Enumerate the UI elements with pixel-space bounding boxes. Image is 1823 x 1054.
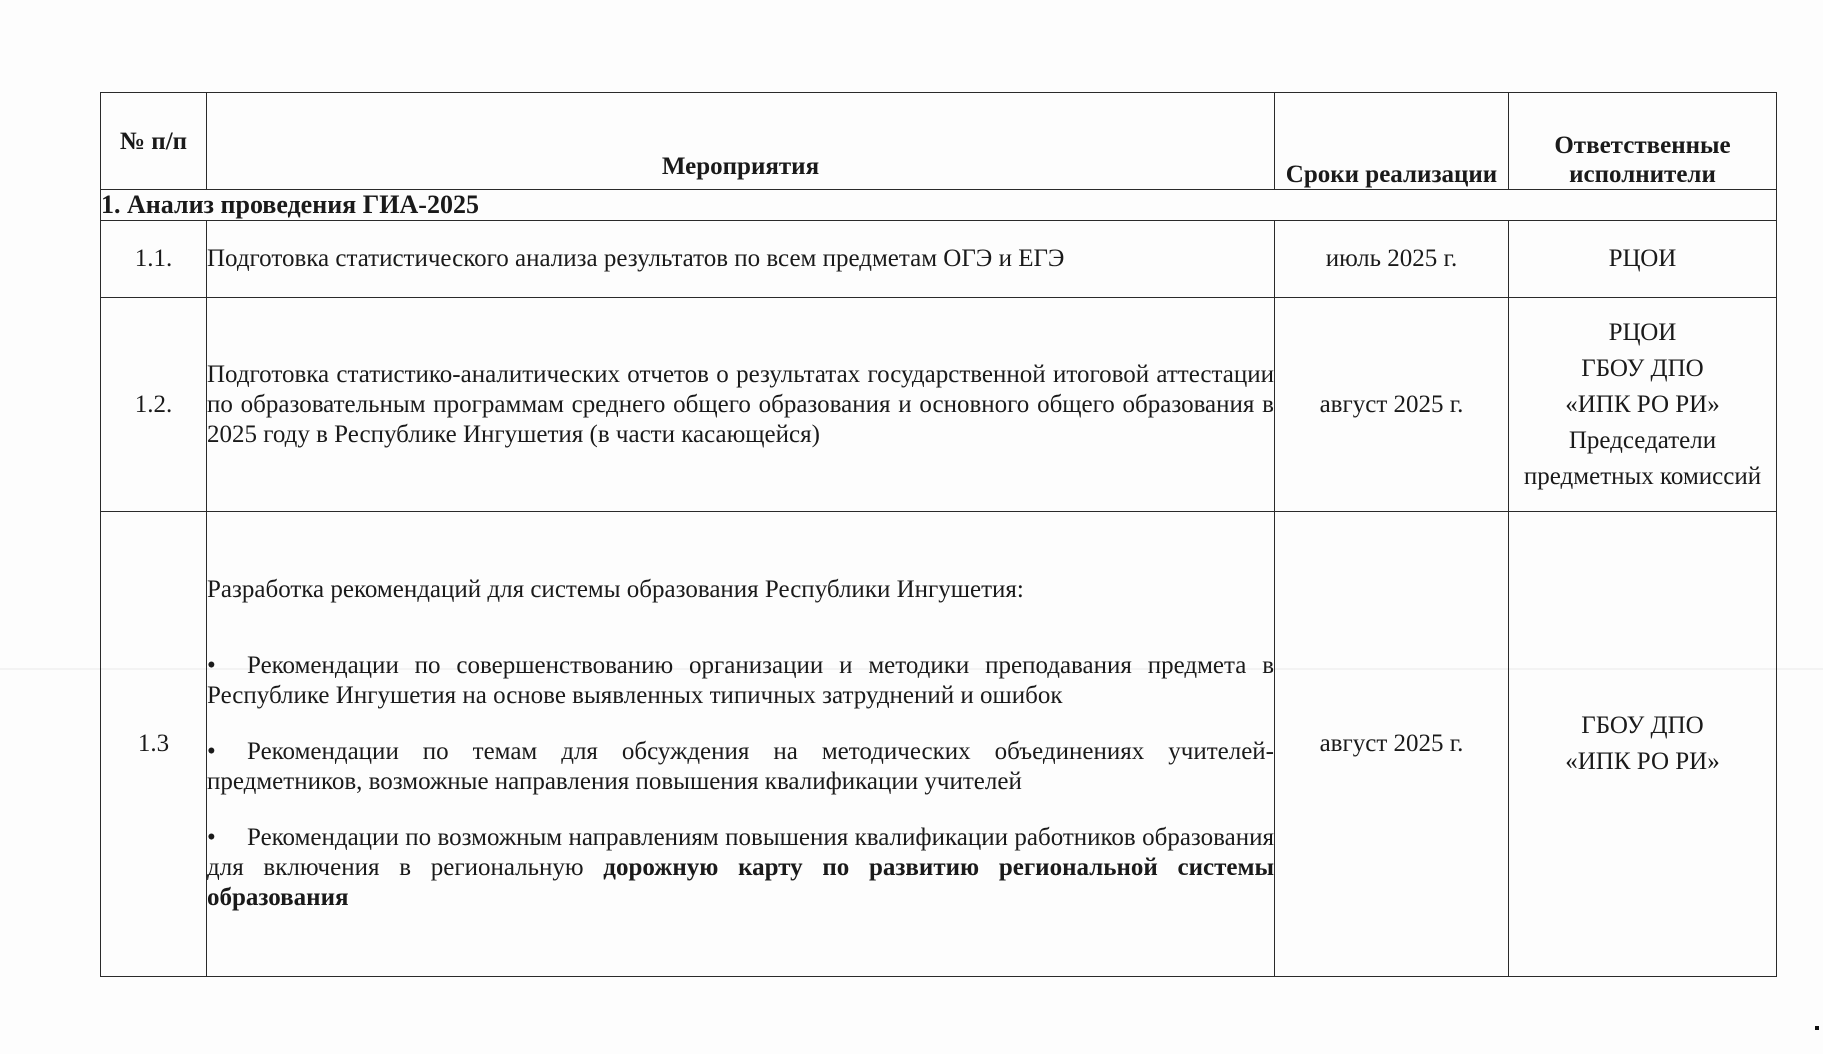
bullet-icon: • [207, 824, 216, 851]
row-term: август 2025 г. [1275, 298, 1509, 512]
table-row [101, 512, 1777, 977]
responsible-line: Председатели [1568, 426, 1717, 454]
header-terms: Сроки реализации [1275, 93, 1509, 190]
row-activity: Подготовка статистического анализа результатов по всем предметам ОГЭ и ЕГЭ [207, 221, 1275, 298]
responsible-line: «ИПК РО РИ» [1565, 390, 1720, 418]
list-item [207, 737, 1274, 797]
row-term: июль 2025 г. [1275, 221, 1509, 298]
scan-edge-mark [1815, 1026, 1819, 1030]
row-responsible [1509, 512, 1777, 977]
table-row [101, 221, 1777, 298]
list-item-text: Рекомендации по темам для обсуждения на методических объединениях учителей-предметников, возможные направления повышения квалификации учителей [207, 738, 1274, 795]
header-responsible: Ответственные исполнители [1509, 93, 1777, 190]
row-responsible [1509, 298, 1777, 512]
list-item [207, 651, 1274, 711]
list-item-text: Рекомендации по возможным направлениям повышения квалификации работников образования для включения в региональную [207, 824, 1274, 881]
list-item-text: Рекомендации по совершенствованию организации и методики преподавания предмета в Республике Ингушетия на основе выявленных типичных затруднений и ошибок [207, 652, 1274, 709]
row-responsible [1509, 221, 1777, 298]
responsible-line: ГБОУ ДПО [1581, 354, 1704, 382]
list-item [207, 823, 1274, 913]
responsible-line: «ИПК РО РИ» [1565, 748, 1720, 775]
table-header-row [101, 93, 1777, 190]
row-number: 1.2. [101, 298, 207, 512]
row-number: 1.1. [101, 221, 207, 298]
table-row [101, 298, 1777, 512]
bullet-icon: • [207, 652, 216, 679]
row-activity: Подготовка статистико-аналитических отчетов о результатах государственной итоговой аттестации по образовательным программам среднего общего образования и основного общего образования в 2025 году в Республике Ингушетия (в части касающейся) [207, 298, 1275, 512]
responsible-line: РЦОИ [1608, 318, 1677, 346]
scan-artifact [0, 668, 1823, 670]
row-number: 1.3 [101, 512, 207, 977]
bullet-icon: • [207, 738, 216, 765]
row-activity [207, 512, 1275, 977]
responsible-line: предметных комиссий [1523, 462, 1762, 490]
section-row [101, 190, 1777, 221]
responsible-line: РЦОИ [1608, 245, 1677, 272]
responsible-line: ГБОУ ДПО [1581, 712, 1704, 739]
activities-table [100, 92, 1777, 977]
roadmap-emphasis: дорожную карту по развитию региональной системы образования [207, 854, 1274, 911]
recommendations-intro: Разработка рекомендаций для системы образования Республики Ингушетия: [207, 576, 1024, 603]
header-activities: Мероприятия [207, 93, 1275, 190]
row-term: август 2025 г. [1275, 512, 1509, 977]
header-number: № п/п [101, 93, 207, 190]
section-title: 1. Анализ проведения ГИА-2025 [101, 190, 1777, 221]
